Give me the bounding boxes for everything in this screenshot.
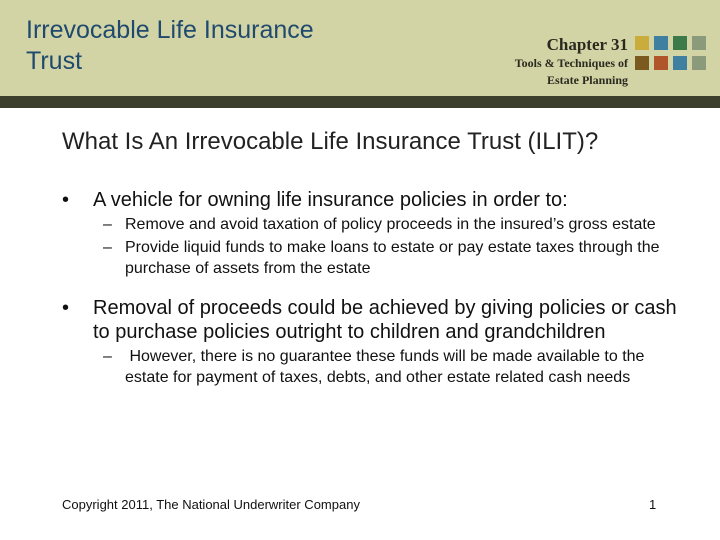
sub-bullet-item xyxy=(62,346,692,388)
bullet-glyph: • xyxy=(62,297,70,319)
dash-glyph: – xyxy=(103,216,112,233)
header-divider-band xyxy=(0,96,720,108)
bullet-item xyxy=(62,188,692,212)
sub-bullet-text: However, there is no guarantee these funds will be made available to the estate for payment of taxes, debts, and other estate related cash needs xyxy=(125,348,649,386)
decorative-square xyxy=(635,36,649,50)
decorative-square xyxy=(673,56,687,70)
bullet-text: Removal of proceeds could be achieved by giving policies or cash to purchase policies outright to children and grandchildren xyxy=(93,297,677,343)
chapter-number: Chapter 31 xyxy=(546,35,628,54)
sub-bullet-item xyxy=(62,237,692,279)
decorative-square xyxy=(692,56,706,70)
slide-title: What Is An Irrevocable Life Insurance Trust (ILIT)? xyxy=(62,128,599,155)
chapter-label xyxy=(515,35,628,89)
bullet-item xyxy=(62,296,692,344)
slide-content xyxy=(62,188,692,388)
book-subtitle-line-1: Tools & Techniques of xyxy=(514,56,628,70)
dash-glyph: – xyxy=(103,348,112,365)
decorative-square xyxy=(635,56,649,70)
bullet-glyph: • xyxy=(62,189,70,211)
sub-bullet-text: Remove and avoid taxation of policy proceeds in the insured’s gross estate xyxy=(125,216,656,233)
decorative-square xyxy=(692,36,706,50)
bullet-spacer xyxy=(62,279,692,296)
deck-title xyxy=(26,15,386,77)
decorative-square xyxy=(673,36,687,50)
deck-title-line-2: Trust xyxy=(26,47,83,75)
sub-bullet-text: Provide liquid funds to make loans to estate or pay estate taxes through the purchase of assets from the estate xyxy=(125,239,660,277)
dash-glyph: – xyxy=(103,239,112,256)
header-bar xyxy=(0,0,720,96)
footer-copyright: Copyright 2011, The National Underwriter Company xyxy=(62,497,360,512)
decorative-square xyxy=(654,36,668,50)
decorative-square xyxy=(654,56,668,70)
bullet-text: A vehicle for owning life insurance policies in order to: xyxy=(93,189,568,211)
sub-bullet-item xyxy=(62,214,692,235)
book-subtitle-line-2: Estate Planning xyxy=(546,73,628,87)
page-number: 1 xyxy=(649,497,657,512)
deck-title-line-1: Irrevocable Life Insurance xyxy=(26,16,314,44)
